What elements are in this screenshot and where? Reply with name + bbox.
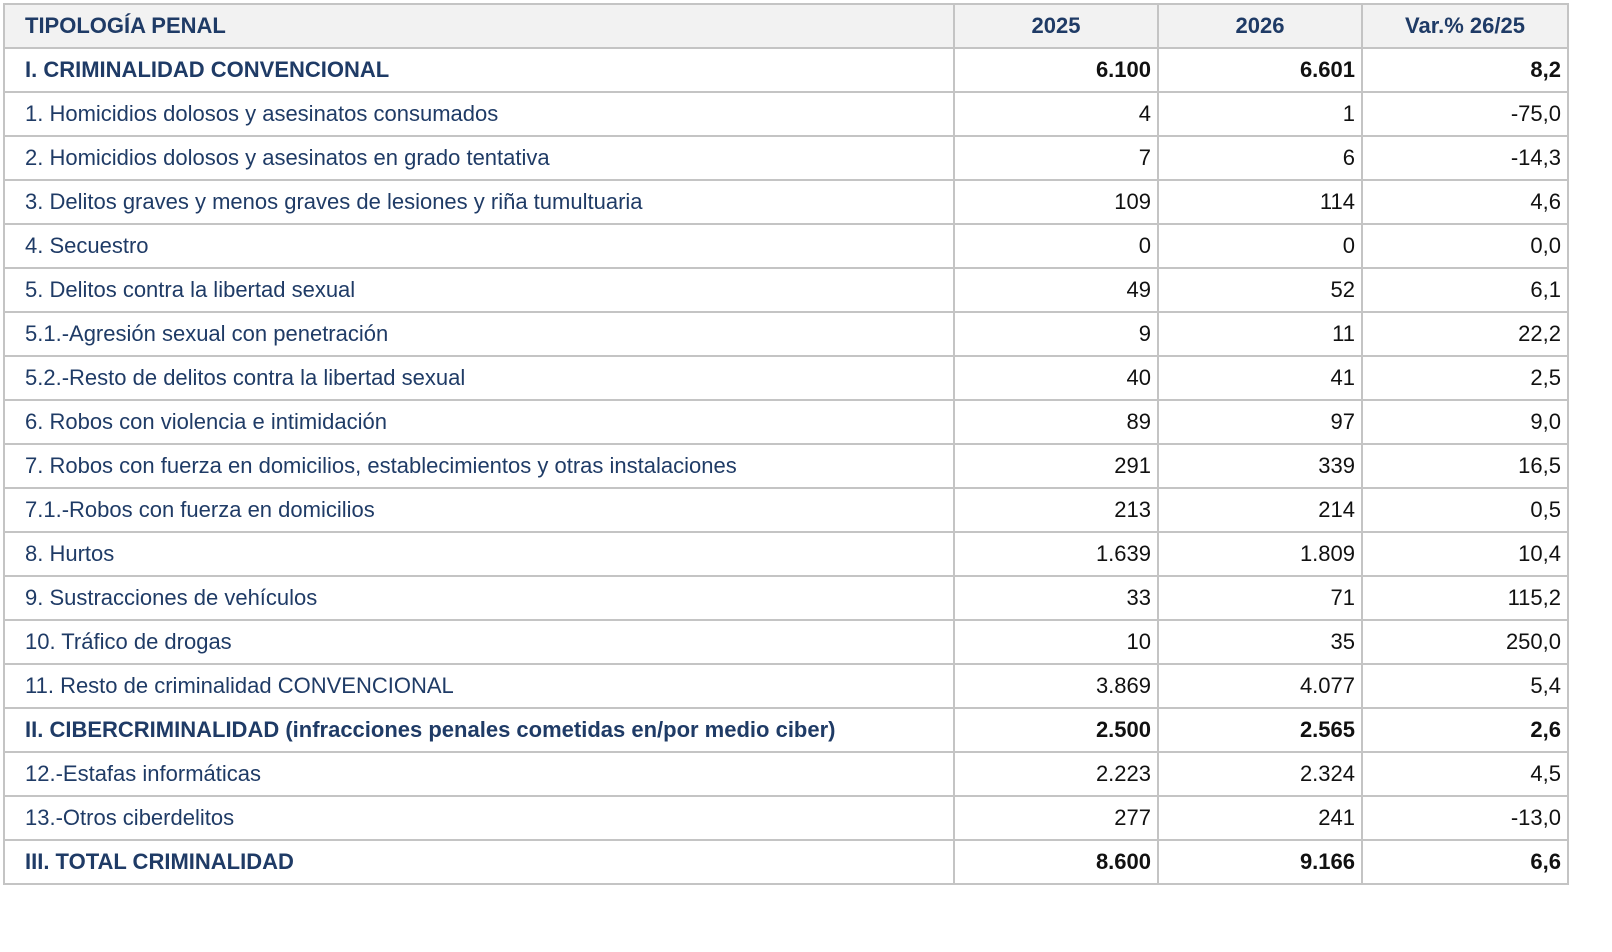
row-label: 3. Delitos graves y menos graves de lesiones y riña tumultuaria [4, 180, 954, 224]
row-value-2026: 97 [1158, 400, 1362, 444]
row-value-2025: 0 [954, 224, 1158, 268]
row-value-2026: 11 [1158, 312, 1362, 356]
crime-statistics-table-container [3, 3, 1567, 885]
row-value-2025: 89 [954, 400, 1158, 444]
row-value-2026: 6 [1158, 136, 1362, 180]
row-value-2025: 33 [954, 576, 1158, 620]
row-value-2026: 1.809 [1158, 532, 1362, 576]
row-value-2025: 277 [954, 796, 1158, 840]
table-row [4, 136, 1568, 180]
row-label: 1. Homicidios dolosos y asesinatos consumados [4, 92, 954, 136]
row-value-2026: 339 [1158, 444, 1362, 488]
header-year-2026: 2026 [1158, 4, 1362, 48]
row-value-2026: 2.324 [1158, 752, 1362, 796]
row-label: III. TOTAL CRIMINALIDAD [4, 840, 954, 884]
table-row [4, 532, 1568, 576]
table-row [4, 620, 1568, 664]
row-value-2025: 109 [954, 180, 1158, 224]
row-value-2025: 213 [954, 488, 1158, 532]
row-value-2026: 4.077 [1158, 664, 1362, 708]
row-value-2025: 291 [954, 444, 1158, 488]
row-value-2025: 40 [954, 356, 1158, 400]
table-section-row [4, 48, 1568, 92]
row-value-2026: 52 [1158, 268, 1362, 312]
table-row [4, 796, 1568, 840]
row-value-2026: 114 [1158, 180, 1362, 224]
row-variation: 10,4 [1362, 532, 1568, 576]
header-variation: Var.% 26/25 [1362, 4, 1568, 48]
row-variation: -13,0 [1362, 796, 1568, 840]
row-label: 11. Resto de criminalidad CONVENCIONAL [4, 664, 954, 708]
row-label: 7.1.-Robos con fuerza en domicilios [4, 488, 954, 532]
row-label: I. CRIMINALIDAD CONVENCIONAL [4, 48, 954, 92]
row-variation: 6,1 [1362, 268, 1568, 312]
row-value-2025: 8.600 [954, 840, 1158, 884]
crime-statistics-table [3, 3, 1569, 885]
row-value-2025: 6.100 [954, 48, 1158, 92]
row-variation: 5,4 [1362, 664, 1568, 708]
table-row [4, 356, 1568, 400]
row-variation: 22,2 [1362, 312, 1568, 356]
row-variation: 250,0 [1362, 620, 1568, 664]
table-row [4, 92, 1568, 136]
table-row [4, 664, 1568, 708]
row-value-2025: 1.639 [954, 532, 1158, 576]
row-value-2026: 35 [1158, 620, 1362, 664]
row-label: 13.-Otros ciberdelitos [4, 796, 954, 840]
row-value-2026: 214 [1158, 488, 1362, 532]
table-row [4, 576, 1568, 620]
row-label: 8. Hurtos [4, 532, 954, 576]
row-value-2026: 9.166 [1158, 840, 1362, 884]
row-value-2025: 10 [954, 620, 1158, 664]
row-variation: 0,5 [1362, 488, 1568, 532]
row-value-2026: 6.601 [1158, 48, 1362, 92]
header-year-2025: 2025 [954, 4, 1158, 48]
table-body [4, 48, 1568, 884]
table-header-row [4, 4, 1568, 48]
row-label: 5.2.-Resto de delitos contra la libertad sexual [4, 356, 954, 400]
row-variation: 2,6 [1362, 708, 1568, 752]
row-value-2026: 2.565 [1158, 708, 1362, 752]
table-section-row [4, 708, 1568, 752]
row-variation: 4,6 [1362, 180, 1568, 224]
header-tipologia-penal: TIPOLOGÍA PENAL [4, 4, 954, 48]
row-variation: 9,0 [1362, 400, 1568, 444]
row-variation: 2,5 [1362, 356, 1568, 400]
table-row [4, 400, 1568, 444]
row-value-2026: 241 [1158, 796, 1362, 840]
table-row [4, 180, 1568, 224]
table-row [4, 268, 1568, 312]
row-variation: -75,0 [1362, 92, 1568, 136]
row-value-2025: 2.500 [954, 708, 1158, 752]
row-variation: 0,0 [1362, 224, 1568, 268]
row-label: 5.1.-Agresión sexual con penetración [4, 312, 954, 356]
table-row [4, 752, 1568, 796]
row-label: 10. Tráfico de drogas [4, 620, 954, 664]
row-value-2025: 2.223 [954, 752, 1158, 796]
row-label: 12.-Estafas informáticas [4, 752, 954, 796]
table-row [4, 488, 1568, 532]
table-row [4, 444, 1568, 488]
row-value-2025: 7 [954, 136, 1158, 180]
row-label: 9. Sustracciones de vehículos [4, 576, 954, 620]
row-label: 6. Robos con violencia e intimidación [4, 400, 954, 444]
row-value-2025: 3.869 [954, 664, 1158, 708]
row-value-2025: 9 [954, 312, 1158, 356]
row-variation: -14,3 [1362, 136, 1568, 180]
table-section-row [4, 840, 1568, 884]
row-variation: 16,5 [1362, 444, 1568, 488]
row-label: 2. Homicidios dolosos y asesinatos en grado tentativa [4, 136, 954, 180]
row-label: 7. Robos con fuerza en domicilios, establecimientos y otras instalaciones [4, 444, 954, 488]
row-variation: 4,5 [1362, 752, 1568, 796]
row-label: 4. Secuestro [4, 224, 954, 268]
row-label: II. CIBERCRIMINALIDAD (infracciones penales cometidas en/por medio ciber) [4, 708, 954, 752]
table-row [4, 224, 1568, 268]
row-value-2026: 1 [1158, 92, 1362, 136]
row-value-2026: 41 [1158, 356, 1362, 400]
row-variation: 115,2 [1362, 576, 1568, 620]
row-value-2025: 49 [954, 268, 1158, 312]
table-row [4, 312, 1568, 356]
row-value-2025: 4 [954, 92, 1158, 136]
row-label: 5. Delitos contra la libertad sexual [4, 268, 954, 312]
row-variation: 6,6 [1362, 840, 1568, 884]
row-value-2026: 0 [1158, 224, 1362, 268]
row-variation: 8,2 [1362, 48, 1568, 92]
row-value-2026: 71 [1158, 576, 1362, 620]
